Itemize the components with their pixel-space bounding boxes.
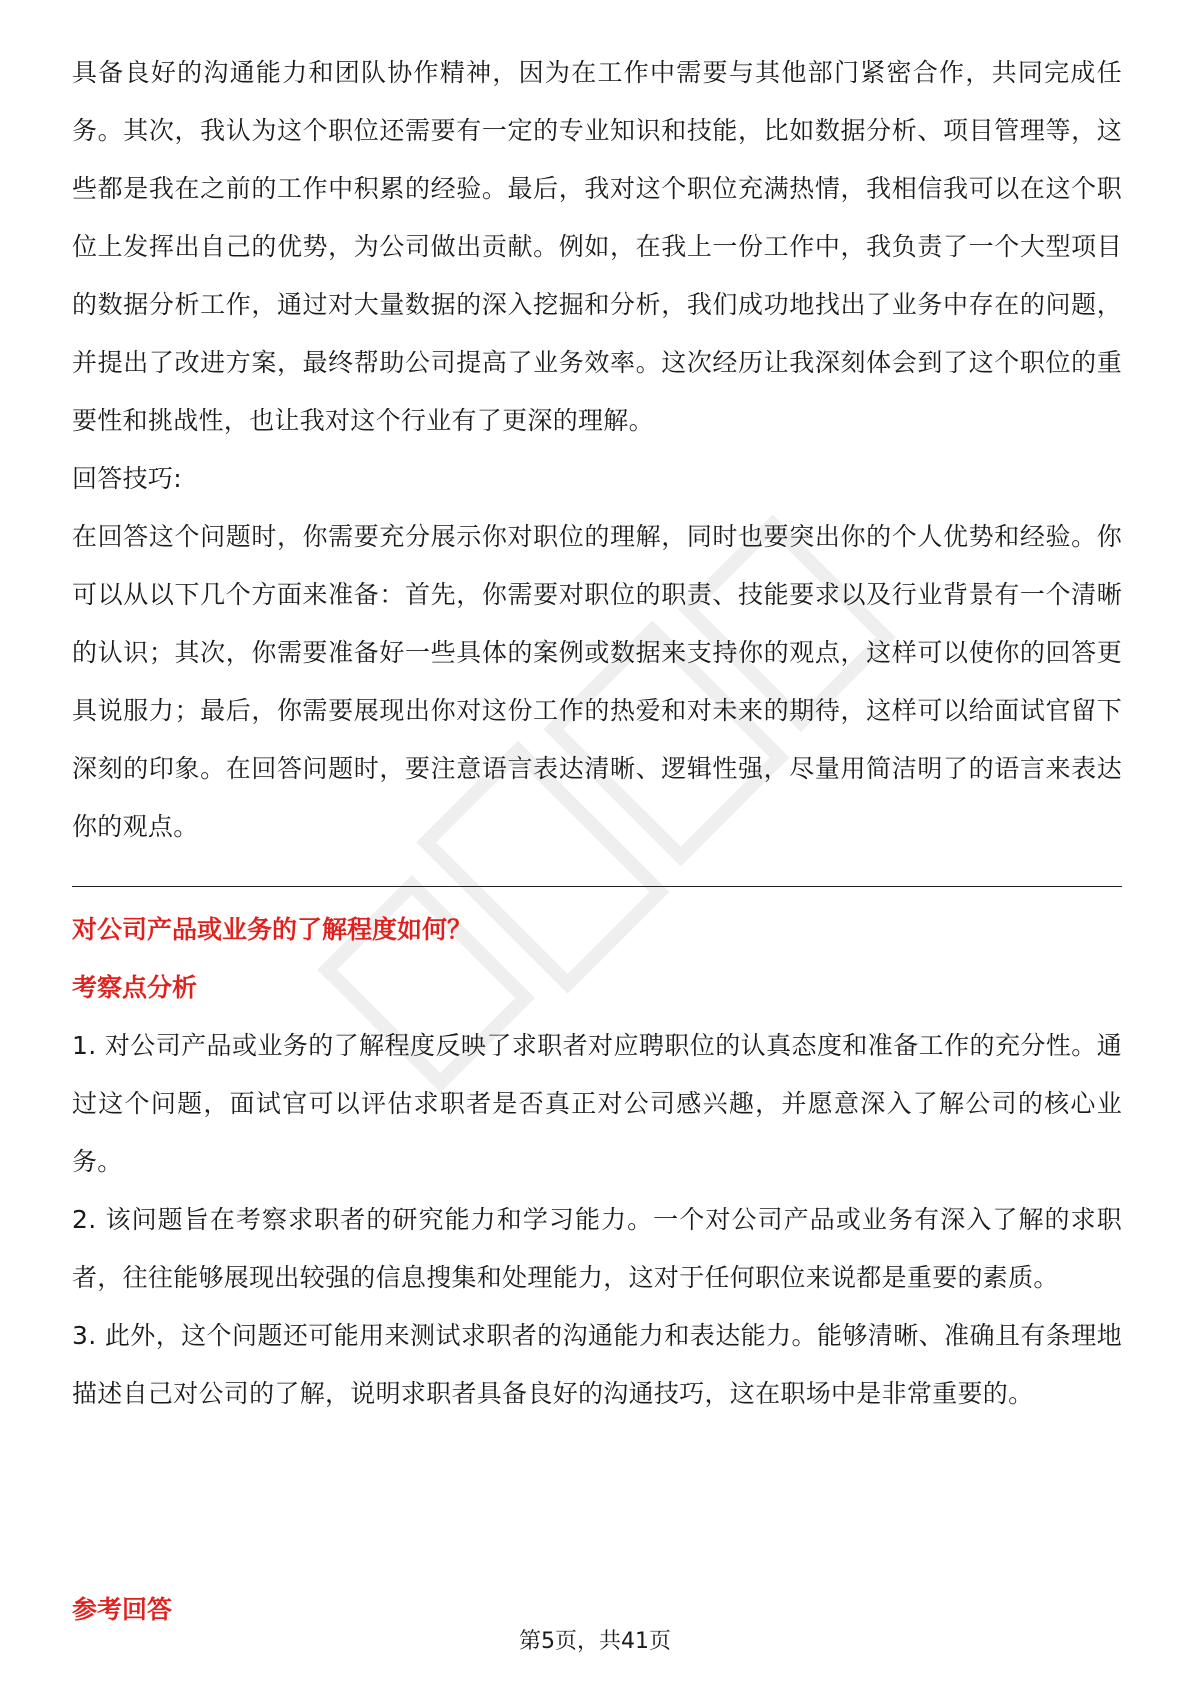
section-divider (72, 886, 1122, 887)
tips-label: 回答技巧: (72, 464, 182, 493)
tips-paragraph: 在回答这个问题时，你需要充分展示你对职位的理解，同时也要突出你的个人优势和经验。你可以从以下几个方面来准备：首先，你需要对职位的职责、技能要求以及行业背景有一个清晰的认识；其次，你需要准备好一些具体的案例或数据来支持你的观点，这样可以使你的回答更具说服力；最后，你需要展现出你对这份工作的热爱和对未来的期待，这样可以给面试官留下深刻的印象。在回答问题时，要注意语言表达清晰、逻辑性强，尽量用简洁明了的语言来表达你的观点。 (72, 522, 1122, 841)
reference-answer-heading: 参考回答 (72, 1595, 173, 1624)
document-page (72, 44, 1122, 1423)
intro-paragraph: 具备良好的沟通能力和团队协作精神，因为在工作中需要与其他部门紧密合作，共同完成任务。其次，我认为这个职位还需要有一定的专业知识和技能，比如数据分析、项目管理等，这些都是我在之前的工作中积累的经验。最后，我对这个职位充满热情，我相信我可以在这个职位上发挥出自己的优势，为公司做出贡献。例如，在我上一份工作中，我负责了一个大型项目的数据分析工作，通过对大量数据的深入挖掘和分析，我们成功地找出了业务中存在的问题，并提出了改进方案，最终帮助公司提高了业务效率。这次经历让我深刻体会到了这个职位的重要性和挑战性，也让我对这个行业有了更深的理解。 (72, 58, 1122, 435)
question-title: 对公司产品或业务的了解程度如何？ (72, 915, 473, 944)
analysis-heading: 考察点分析 (72, 973, 198, 1002)
analysis-point: 2. 该问题旨在考察求职者的研究能力和学习能力。一个对公司产品或业务有深入了解的求职者，往往能够展现出较强的信息搜集和处理能力，这对于任何职位来说都是重要的素质。 (72, 1205, 1122, 1292)
page-footer: 第5页，共41页 (519, 1629, 671, 1654)
analysis-point: 1. 对公司产品或业务的了解程度反映了求职者对应聘职位的认真态度和准备工作的充分性。通过这个问题，面试官可以评估求职者是否真正对公司感兴趣，并愿意深入了解公司的核心业务。 (72, 1031, 1122, 1176)
analysis-point: 3. 此外，这个问题还可能用来测试求职者的沟通能力和表达能力。能够清晰、准确且有条理地描述自己对公司的了解，说明求职者具备良好的沟通技巧，这在职场中是非常重要的。 (72, 1321, 1122, 1408)
analysis-list (72, 1017, 1122, 1423)
